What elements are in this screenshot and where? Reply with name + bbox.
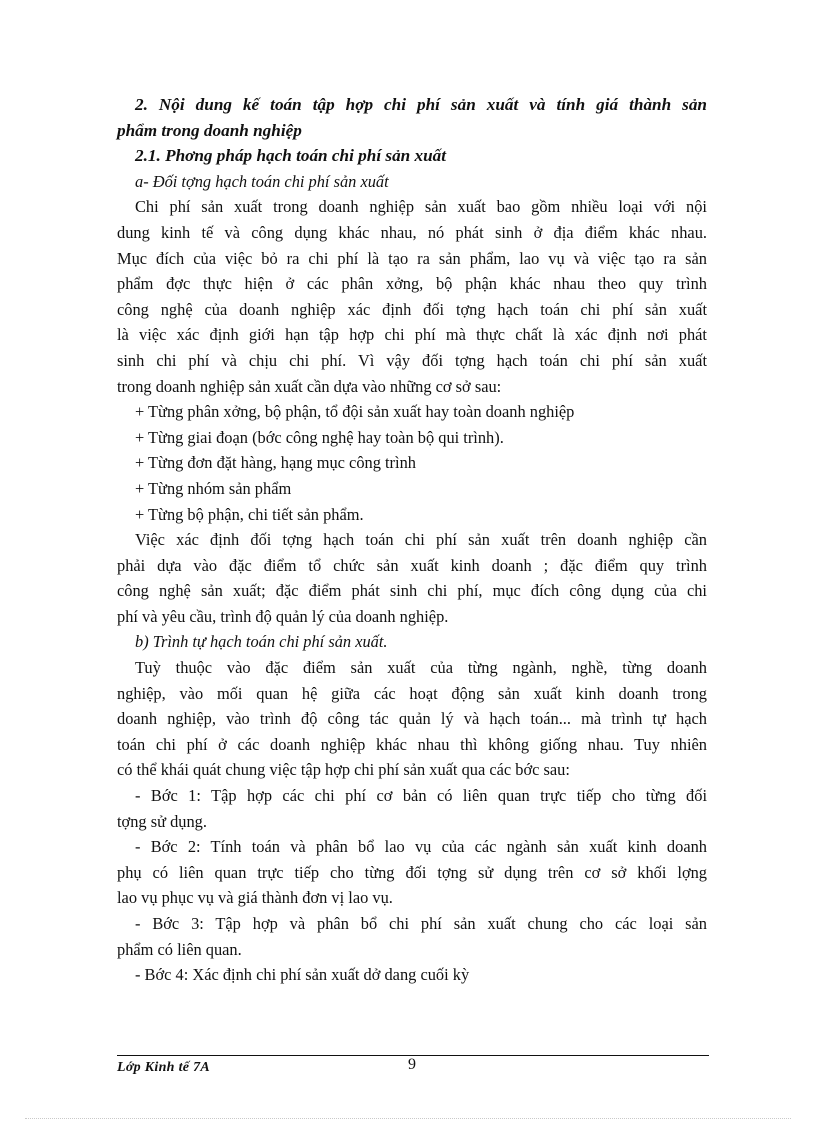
step-line: phụ có liên quan trực tiếp cho từng đối tợng sử dụng trên cơ sở khối lợng: [117, 862, 707, 882]
footer-class-label: Lớp Kinh tế 7A: [117, 1060, 211, 1075]
paragraph-line: phải dựa vào đặc điểm tổ chức sản xuất kinh doanh ; đặc điểm quy trình: [117, 555, 707, 575]
paragraph-line: công nghệ của doanh nghiệp xác định đối tợng hạch toán chi phí sản xuất: [117, 299, 707, 319]
bullet-item: + Từng nhóm sản phẩm: [135, 478, 292, 498]
section-b-title: b) Trình tự hạch toán chi phí sản xuất.: [135, 632, 388, 652]
paragraph-line: phí và yêu cầu, trình độ quản lý của doanh nghiệp.: [117, 606, 449, 626]
step-line: phẩm có liên quan.: [117, 939, 242, 959]
paragraph-line: toán chi phí ở các doanh nghiệp khác nhau thì không giống nhau. Tuy nhiên: [117, 734, 707, 754]
page-content: [117, 92, 707, 988]
paragraph-line: có thể khái quát chung việc tập hợp chi phí sản xuất qua các bớc sau:: [117, 760, 570, 780]
bullet-item: + Từng giai đoạn (bớc công nghệ hay toàn bộ qui trình).: [135, 427, 504, 447]
page-edge-dotted-line: [25, 1118, 791, 1119]
paragraph-line: phẩm đợc thực hiện ở các phân xởng, bộ phận khác nhau theo quy trình: [117, 274, 707, 294]
heading-line-1: 2. Nội dung kế toán tập hợp chi phí sản xuất và tính giá thành sản: [135, 95, 707, 114]
paragraph-line: là việc xác định giới hạn tập hợp chi phí mà thực chất là xác định nơi phát: [117, 325, 707, 345]
paragraph-line: Mục đích của việc bỏ ra chi phí là tạo ra sản phẩm, lao vụ và việc tạo ra sản: [117, 248, 707, 268]
bullet-item: + Từng bộ phận, chi tiết sản phẩm.: [135, 504, 364, 524]
step-line: - Bớc 2: Tính toán và phân bổ lao vụ của các ngành sản xuất kinh doanh: [135, 837, 707, 857]
page-number: 9: [408, 1056, 416, 1073]
step-line: tợng sử dụng.: [117, 811, 207, 831]
subheading: 2.1. Phơng pháp hạch toán chi phí sản xuất: [135, 146, 447, 166]
section-a-title: a- Đối tợng hạch toán chi phí sản xuất: [135, 171, 389, 191]
paragraph-line: nghiệp, vào mối quan hệ giữa các hoạt động sản xuất kinh doanh trong: [117, 683, 707, 703]
paragraph-line: sinh chi phí và chịu chi phí. Vì vậy đối tợng hạch toán chi phí sản xuất: [117, 350, 707, 370]
paragraph-line: Tuỳ thuộc vào đặc điểm sản xuất của từng ngành, nghề, từng doanh: [135, 658, 707, 678]
bullet-item: + Từng phân xởng, bộ phận, tổ đội sản xuất hay toàn doanh nghiệp: [135, 402, 575, 422]
paragraph-line: Chi phí sản xuất trong doanh nghiệp sản xuất bao gồm nhiều loại với nội: [135, 197, 707, 217]
bullet-item: + Từng đơn đặt hàng, hạng mục công trình: [135, 453, 416, 473]
paragraph-line: công nghệ sản xuất; đặc điểm phát sinh chi phí, mục đích công dụng của chi: [117, 581, 707, 601]
paragraph-line: dung kinh tế và công dụng khác nhau, nó phát sinh ở địa điểm khác nhau.: [117, 222, 707, 242]
heading-line-2: phẩm trong doanh nghiệp: [117, 120, 302, 140]
step-line: lao vụ phục vụ và giá thành đơn vị lao vụ.: [117, 888, 393, 908]
paragraph-line: Việc xác định đối tợng hạch toán chi phí sản xuất trên doanh nghiệp cần: [135, 530, 707, 550]
step-line: - Bớc 3: Tập hợp và phân bổ chi phí sản xuất chung cho các loại sản: [135, 914, 707, 933]
paragraph-line: trong doanh nghiệp sản xuất cần dựa vào những cơ sở sau:: [117, 376, 502, 396]
paragraph-line: doanh nghiệp, vào trình độ công tác quản lý và hạch toán... mà trình tự hạch: [117, 709, 707, 729]
step-line: - Bớc 1: Tập hợp các chi phí cơ bản có liên quan trực tiếp cho từng đối: [135, 786, 707, 806]
step-line: - Bớc 4: Xác định chi phí sản xuất dở dang cuối kỳ: [135, 965, 470, 985]
